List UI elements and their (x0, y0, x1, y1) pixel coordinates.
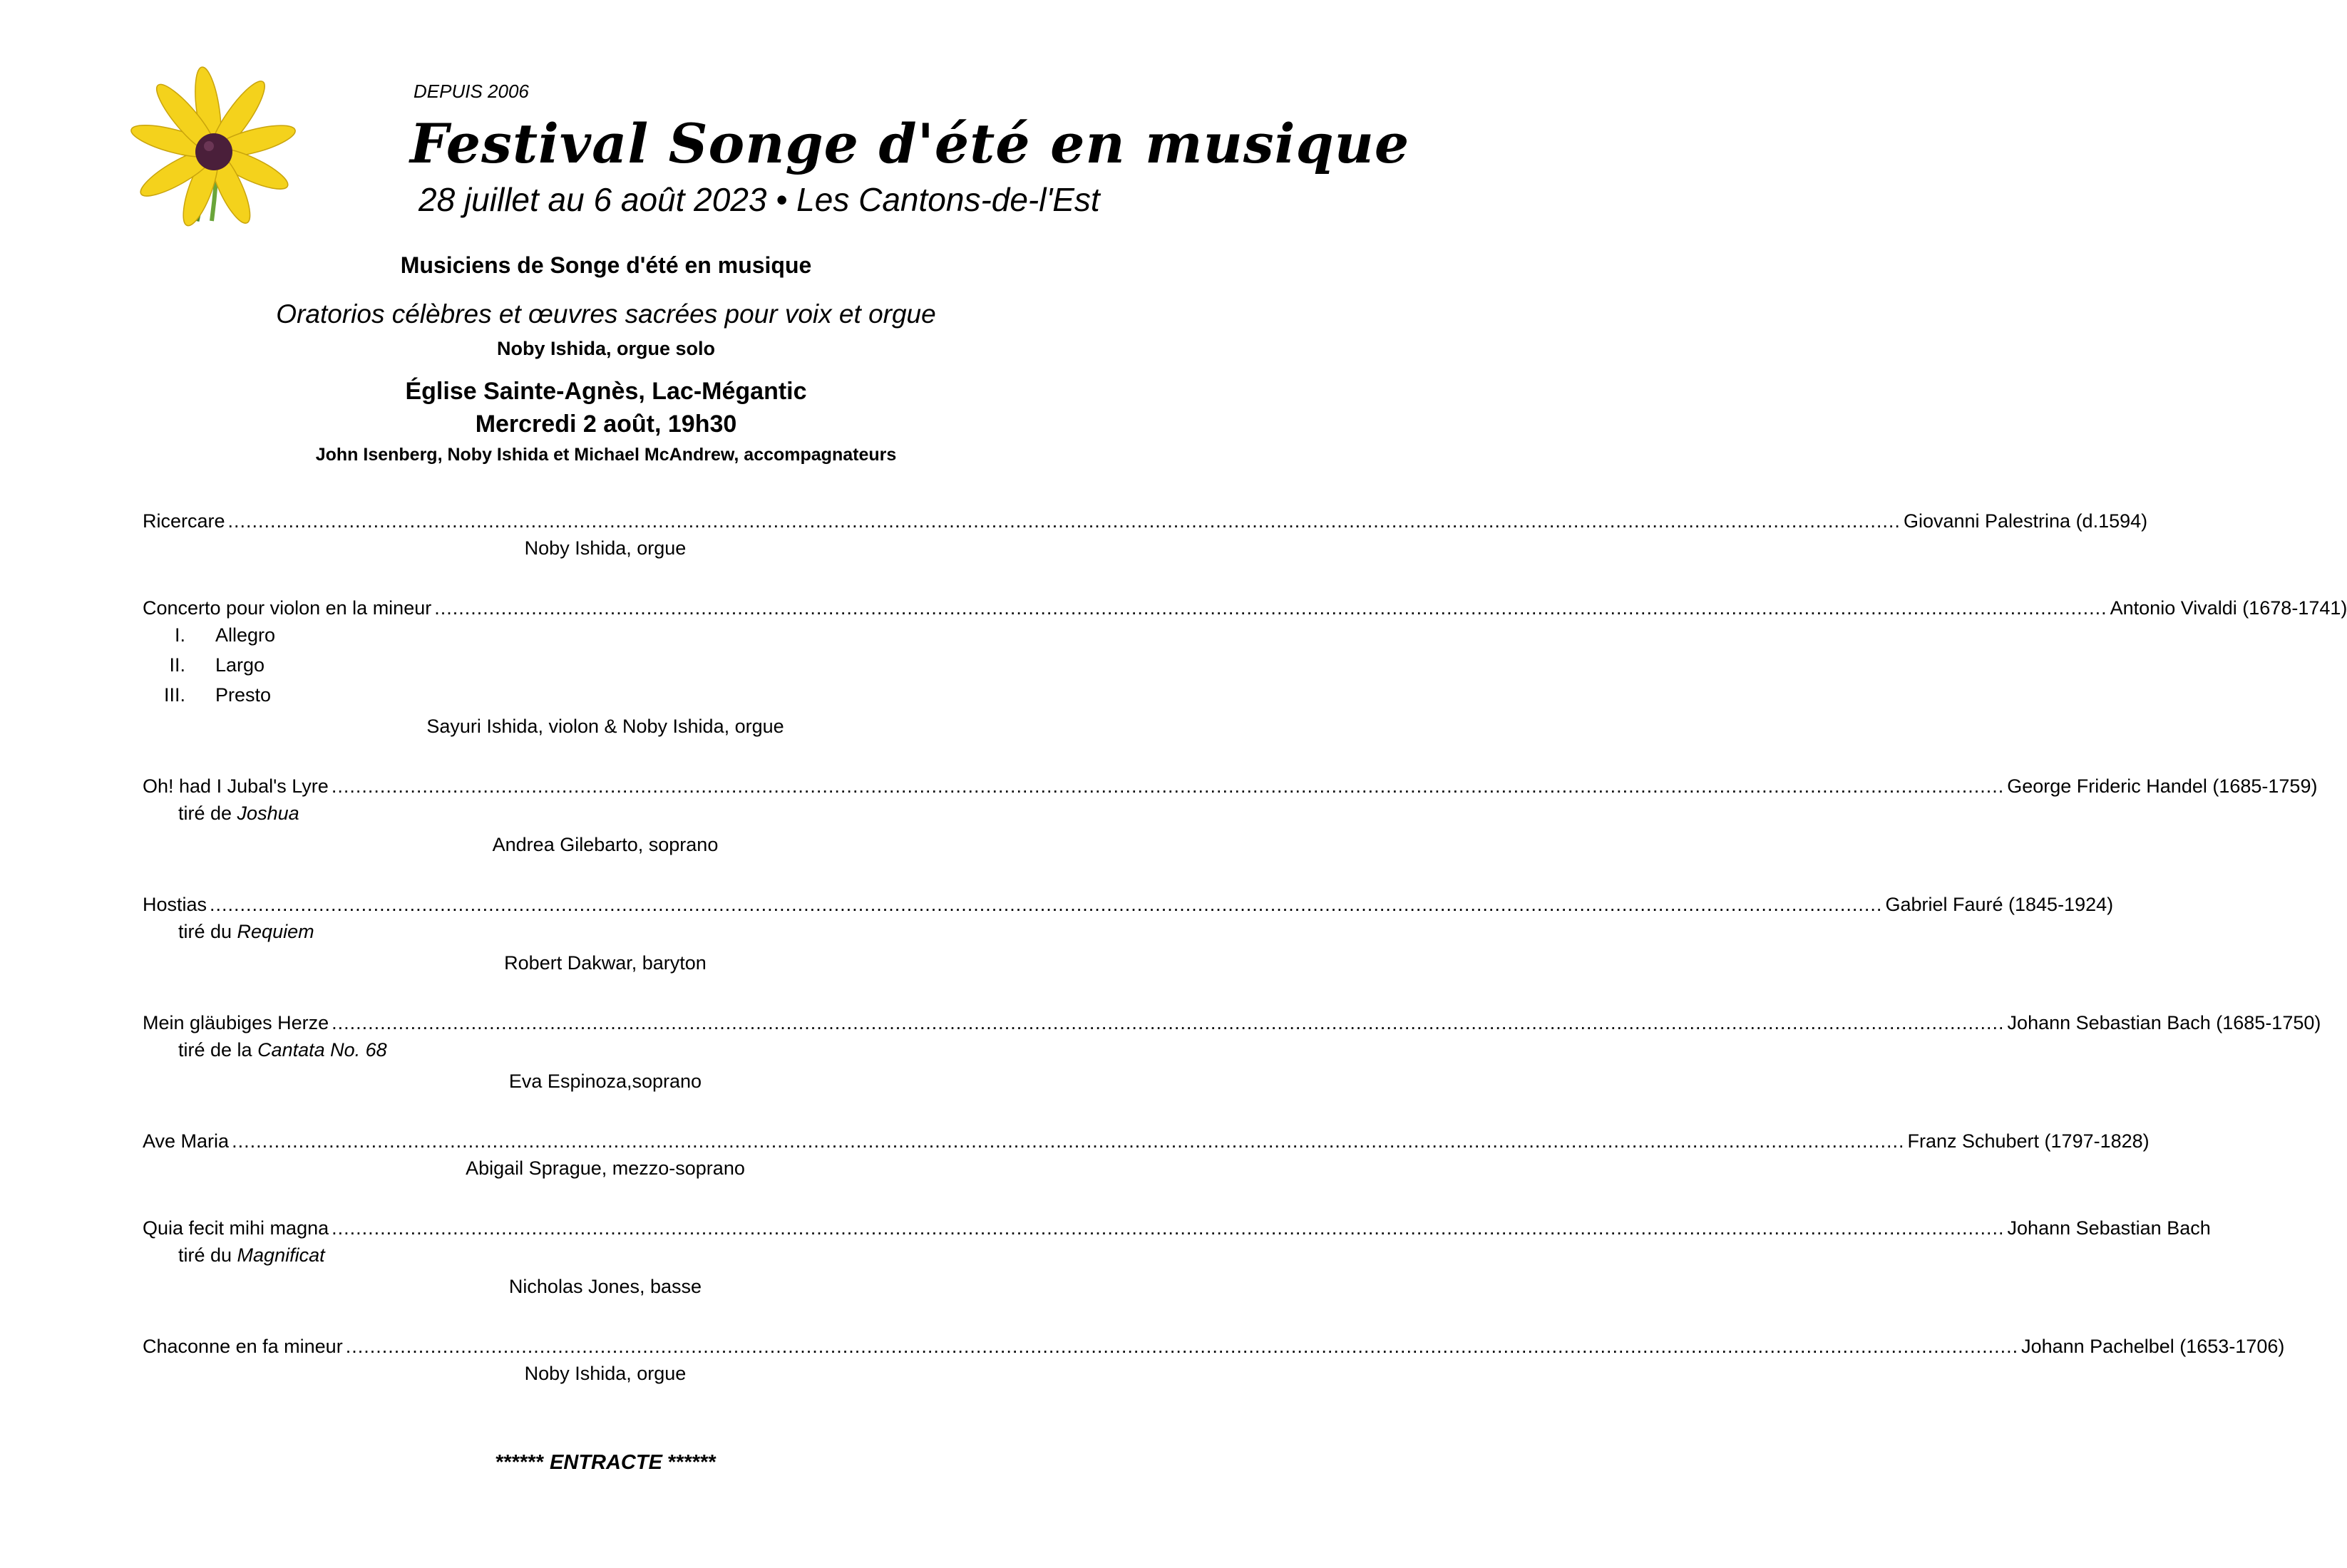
black-eyed-susan-flower-icon (139, 68, 303, 221)
source-line (178, 1039, 387, 1061)
program-item-schubert (143, 1130, 2150, 1156)
source-work: Cantata No. 68 (257, 1039, 387, 1061)
program-item-vivaldi-concerto (143, 597, 2347, 623)
stars-right: ****** (668, 1451, 717, 1474)
program-item-bach-cantata (143, 1012, 2321, 1038)
venue: Église Sainte-Agnès, Lac-Mégantic (405, 378, 807, 405)
piece-title: Ricercare (143, 510, 225, 532)
source-prefix: tiré du (178, 921, 237, 942)
dot-leader: .................................................................................................................................................................................................................................................................................... (332, 1217, 2005, 1239)
soloist-line: Noby Ishida, orgue solo (496, 338, 716, 359)
intermission-label: ENTRACTE (550, 1451, 662, 1474)
program-item-pachelbel (143, 1336, 2285, 1361)
composer: Johann Pachelbel (1653-1706) (2021, 1336, 2285, 1357)
program-item-handel (143, 775, 2318, 801)
festival-title: Festival Songe d'été en musique (410, 112, 1410, 175)
dot-leader: .................................................................................................................................................................................................................................................................................... (434, 597, 2107, 619)
movement-name: Presto (215, 684, 272, 706)
piece-title: Oh! had I Jubal's Lyre (143, 775, 329, 797)
movement-number: I. (174, 624, 185, 646)
performers: Sayuri Ishida, violon & Noby Ishida, orgue (426, 716, 784, 737)
movement-item (143, 654, 428, 676)
source-line (178, 1244, 325, 1267)
performers: Eva Espinoza,soprano (508, 1071, 702, 1092)
source-line (178, 921, 314, 943)
dot-leader: .................................................................................................................................................................................................................................................................................... (345, 1336, 2019, 1357)
composer: George Frideric Handel (1685-1759) (2007, 775, 2318, 797)
movement-name: Allegro (215, 624, 276, 646)
since-label: DEPUIS 2006 (414, 81, 529, 102)
festival-banner (139, 68, 1410, 221)
accompanists-line: John Isenberg, Noby Ishida et Michael McAndrew, accompagnateurs (315, 445, 897, 465)
performers: Nicholas Jones, basse (508, 1276, 702, 1297)
program-item-ricercare (143, 510, 2148, 536)
performers: Andrea Gilebarto, soprano (492, 834, 719, 855)
program-title: Oratorios célèbres et œuvres sacrées pour voix et orgue (276, 299, 936, 329)
festival-dates: 28 juillet au 6 août 2023 • Les Cantons-de-l'Est (418, 181, 1100, 218)
dot-leader: .................................................................................................................................................................................................................................................................................... (332, 1012, 2005, 1033)
program-item-faure (143, 894, 2114, 919)
movement-item (143, 684, 428, 706)
composer: Gabriel Fauré (1845-1924) (1885, 894, 2114, 915)
movement-number: II. (169, 654, 185, 676)
performers: Noby Ishida, orgue (524, 1363, 687, 1384)
piece-title: Hostias (143, 894, 207, 915)
dot-leader: .................................................................................................................................................................................................................................................................................... (232, 1130, 1905, 1152)
piece-title: Mein gläubiges Herze (143, 1012, 329, 1033)
dot-leader: .................................................................................................................................................................................................................................................................................... (210, 894, 1883, 915)
piece-title: Ave Maria (143, 1130, 230, 1152)
composer: Johann Sebastian Bach (2007, 1217, 2211, 1239)
ensemble-name: Musiciens de Songe d'été en musique (400, 252, 812, 278)
piece-title: Concerto pour violon en la mineur (143, 597, 432, 619)
source-work: Magnificat (237, 1244, 325, 1266)
composer: Giovanni Palestrina (d.1594) (1903, 510, 2148, 532)
dot-leader: .................................................................................................................................................................................................................................................................................... (331, 775, 2005, 797)
source-prefix: tiré du (178, 1244, 237, 1266)
dot-leader: .................................................................................................................................................................................................................................................................................... (227, 510, 1901, 532)
composer: Antonio Vivaldi (1678-1741) (2110, 597, 2347, 619)
stars-left: ****** (495, 1451, 544, 1474)
composer: Johann Sebastian Bach (1685-1750) (2007, 1012, 2321, 1033)
movement-number: III. (163, 684, 185, 706)
source-line (178, 803, 299, 825)
concert-datetime: Mercredi 2 août, 19h30 (475, 411, 737, 438)
program-item-bach-magnificat (143, 1217, 2211, 1243)
performers: Noby Ishida, orgue (524, 537, 687, 559)
piece-title: Chaconne en fa mineur (143, 1336, 343, 1357)
movement-item (143, 624, 428, 646)
movement-name: Largo (215, 654, 265, 676)
performers: Abigail Sprague, mezzo-soprano (466, 1157, 745, 1179)
source-prefix: tiré de la (178, 1039, 258, 1061)
performers: Robert Dakwar, baryton (504, 952, 707, 974)
intermission-banner (0, 1451, 1212, 1475)
source-work: Joshua (237, 803, 299, 824)
composer: Franz Schubert (1797-1828) (1907, 1130, 2150, 1152)
piece-title: Quia fecit mihi magna (143, 1217, 329, 1239)
source-work: Requiem (237, 921, 314, 942)
source-prefix: tiré de (178, 803, 237, 824)
